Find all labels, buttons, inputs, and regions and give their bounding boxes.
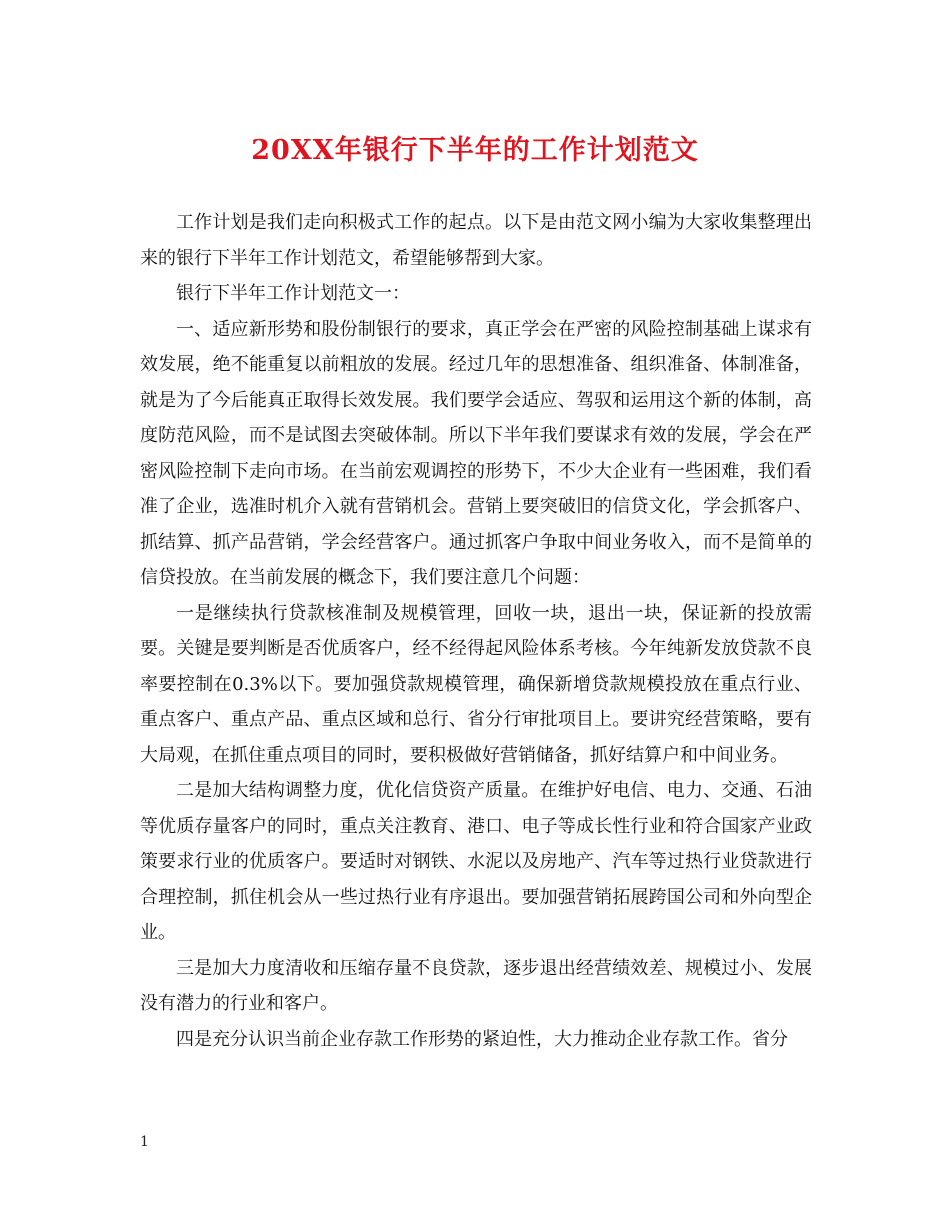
paragraph-item-two: 二是加大结构调整力度，优化信贷资产质量。在维护好电信、电力、交通、石油等优质存量客户的同时，重点关注教育、港口、电子等成长性行业和符合国家产业政策要求行业的优质客户。要适时对钢铁、水泥以及房地产、汽车等过热行业贷款进行合理控制，抓住机会从一些过热行业有序退出。要加强营销拓展跨国公司和外向型企业。 [140,780,812,943]
page-number: 1 [140,1134,149,1150]
document-body [140,205,812,1057]
paragraph-item-four: 四是充分认识当前企业存款工作形势的紧迫性，大力推动企业存款工作。省分 [176,1028,788,1050]
paragraph-item-three: 三是加大力度清收和压缩存量不良贷款，逐步退出经营绩效差、规模过小、发展没有潜力的行业和客户。 [140,957,812,1014]
document-title: 20XX年银行下半年的工作计划范文 [251,135,699,166]
paragraph-item-one: 一是继续执行贷款核准制及规模管理，回收一块，退出一块，保证新的投放需要。关键是要判断是否优质客户，经不经得起风险体系考核。今年纯新发放贷款不良率要控制在0.3%以下。要加强贷款规模管理，确保新增贷款规模投放在重点行业、重点客户、重点产品、重点区域和总行、省分行审批项目上。要讲究经营策略，要有大局观，在抓住重点项目的同时，要积极做好营销储备，抓好结算户和中间业务。 [140,602,812,766]
paragraph-intro: 工作计划是我们走向积极式工作的起点。以下是由范文网小编为大家收集整理出来的银行下半年工作计划范文，希望能够帮到大家。 [140,212,812,269]
paragraph-point-one: 一、适应新形势和股份制银行的要求，真正学会在严密的风险控制基础上谋求有效发展，绝不能重复以前粗放的发展。经过几年的思想准备、组织准备、体制准备，就是为了今后能真正取得长效发展。我们要学会适应、驾驭和运用这个新的体制，高度防范风险，而不是试图去突破体制。所以下半年我们要谋求有效的发展，学会在严密风险控制下走向市场。在当前宏观调控的形势下，不少大企业有一些困难，我们看准了企业，选准时机介入就有营销机会。营销上要突破旧的信贷文化，学会抓客户、抓结算、抓产品营销，学会经营客户。通过抓客户争取中间业务收入，而不是简单的信贷投放。在当前发展的概念下，我们要注意几个问题： [140,318,812,588]
paragraph-section-heading: 银行下半年工作计划范文一： [176,283,410,304]
